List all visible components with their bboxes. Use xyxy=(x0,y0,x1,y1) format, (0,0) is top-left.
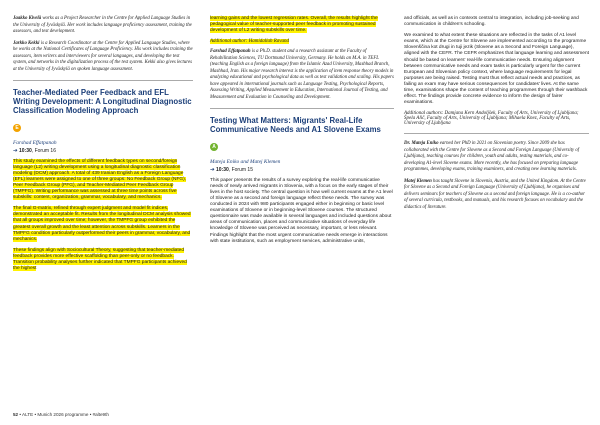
bio-farshad-effatpanah: Farshad Effatpanah is a Ph.D. student and a research assistant at the Faculty of Rehabilitation Sciences, TU Dortmund University, Germany. He holds an M.A. in TEFL (teaching English as a foreign language) from the Islamic Azad University, Mashhad Branch, Mashhad, Iran. His major research interest is the application of item response theory models in analyzing educational and psychological data as well as test validation and scaling. His papers have appeared in international journals such as Language Testing, Psychological Reports, Assessing Writing, Applied Measurement in Education, International Journal of Testing, and Measurement and Evaluation in Counseling and Development. xyxy=(210,49,394,100)
session-timeslot: ➔ 10:30, Forum 15 xyxy=(210,166,253,173)
bio-mateja-eniko: Dr. Mateja Eniko earned her PhD in 2021 on Slovenian poetry. Since 2009 she has collaborated with the Centre for Slovene as a Second and Foreign Language (University of Ljubljana), teaching courses for children, youth and adults, testing materials, and co-developing A1-level Slovene exams. More recently, she has focused on preparing language programmes, developing exams, training examiners, and creating new learning materials. xyxy=(404,141,580,173)
abstract-paragraph: This paper presents the results of a survey exploring the real-life communicative needs of newly arrived migrants in Slovenia, with a focus on the early stages of their lives in the host society. The central question is how well current exams at the A1 level of Slovene as a second and foreign language reflect these needs. The survey was conducted in 2024 with 980 participants engaged either in beginning or basic level examinations of Slovene or in beginning-level Slovene courses. The structured questionnaire was made available in several languages and included questions about areas of communication, places and communicative situations of everyday life knowledge of Slovene was perceived as necessary, important, or less relevant. Findings highlight that the most urgent communicative needs emerge in interactions with state institutions, such as employment services, administrative units, xyxy=(210,177,393,244)
section-divider xyxy=(13,80,193,81)
session-speakers: Mateja Eniko and Matej Klemen xyxy=(210,158,281,165)
session-title-peer-feedback: Teacher-Mediated Peer Feedback and EFL Writing Development: A Longitudinal Diagnostic Classification Modeling Approach xyxy=(13,88,192,116)
additional-authors: Additional authors: Damjana Kern Andoljšek, Faculty of Arts, University of Ljubljana; Špela Alič, Faculty of Arts, University of Ljubljana; Mihaela Knez, Faculty of Arts, University of Ljubljana xyxy=(404,111,579,127)
abstract-paragraph: These findings align with Sociocultural Theory, suggesting that teacher-mediated feedback provides more effective scaffolding than peer-only or no feedback. Transition probability analyses further indicated that TMPFG participants achieved the highest xyxy=(13,247,187,272)
page-footer xyxy=(13,412,109,417)
additional-author: Additional author: Hamidallah Ravand xyxy=(210,39,290,45)
bio-jarkko-kekki: Jarkko Kekki is a Research Coordinator at the Centre for Applied Language Studies, where he works at the National Certificates of Language Proficiency. His work includes training the assessors, item writers and interviewers for several languages, and developing the test system, and networks in the digitalization process of the test system. Kekki also gives lectures at the University of Jyväskylä on spoken language assessment. xyxy=(13,40,193,72)
arrow-right-icon: ➔ xyxy=(210,166,215,173)
language-badge-icon: A xyxy=(210,143,218,151)
arrow-right-icon: ➔ xyxy=(13,147,18,154)
abstract-paragraph: The final G-matrix, refined through expert judgment and model fit indices, demonstrated an acceptable fit. Results from the longitudinal DCM analysis showed that all groups improved over time; however, the TMPFG group exhibited the greatest overall growth and the least attention across subskills. Learners in the TMPFG condition particularly outperformed their peers in grammar, vocabulary, and mechanics. xyxy=(13,206,191,242)
bio-jaakko-kivela: Jaakko Kivelä works as a Project Researcher in the Centre for Applied Language Studies in the University of Jyväskylä. Her work includes language proficiency assessment, training the assessors, and test development. xyxy=(13,16,192,34)
abstract-paragraph: We examined to what extent these situations are reflected in the tasks of A1 level exams, which at the Centre for Slovene are implemented according to the programme Slovenščina kot drugi in tuji jezik (Slovene as a Second and Foreign Language), aligned with the CEFR. The CEFR emphasizes that language learning and assessment should be based on learners' real-life communicative needs. Ensuring alignment between communicative needs and exam tasks is particularly urgent for the current European and Slovenian policy context, where language requirements for legal purposes are being raised. Testing must thus reflect actual needs and practices, as failing an exam may have serious consequences for candidates' lives. At the same time, examinations shape the content of teaching programmes through their washback effect. The findings provide concrete evidence to inform the design of fairer examinations. xyxy=(404,33,589,106)
session-title-testing-what-matters: Testing What Matters: Migrants' Real-Life Communicative Needs and A1 Slovene Exams xyxy=(210,116,381,135)
page-number: 52 xyxy=(13,412,19,417)
language-badge-icon: E xyxy=(13,124,21,132)
column-middle xyxy=(210,16,394,250)
bio-matej-klemen: Matej Klemen has taught Slovene in Slovenia, Austria, and the United Kingdom. At the Centre for Slovene as a Second and Foreign Language (University of Ljubljana), he organises and delivers seminars for teachers of Slovene as a second and foreign language. He is a co-author of several curricula, textbooks, and manuals, and his research focuses on vocabulary and the didactics of literature. xyxy=(404,178,586,210)
section-divider xyxy=(404,133,589,134)
abstract-paragraph: This study examined the effects of different feedback types on second/foreign language (L2) writing development using a longitudinal diagnostic classification modeling (DCM) approach. A total of 439 Iranian English as a Foreign Language (EFL) learners were assigned to one of three groups: No Feedback Group (NFG), Peer Feedback Group (PFG), and Teacher-Mediated Peer Feedback Group (TMPFG). Writing performance was assessed at three time points across five subskills: content, organization, grammar, vocabulary, and mechanics. xyxy=(13,158,187,201)
session-speakers: Farshad Effatpanah xyxy=(13,139,57,146)
abstract-continuation: and officials, as well as in contexts central to integration, including job-seeking and communication in children's schooling. xyxy=(404,16,579,28)
column-left xyxy=(13,16,193,277)
column-right xyxy=(404,16,589,216)
section-divider xyxy=(210,108,394,109)
footer-text: • ALTE • Munich 2026 programme • #alte9th xyxy=(19,412,109,417)
session-timeslot: ➔ 10:30, Forum 16 xyxy=(13,147,56,154)
abstract-continuation: learning gains and the lowest regression rates. Overall, the results highlight the pedagogical value of teacher-supported peer feedback in promoting sustained development of L2 writing subskills over time. xyxy=(210,16,378,34)
